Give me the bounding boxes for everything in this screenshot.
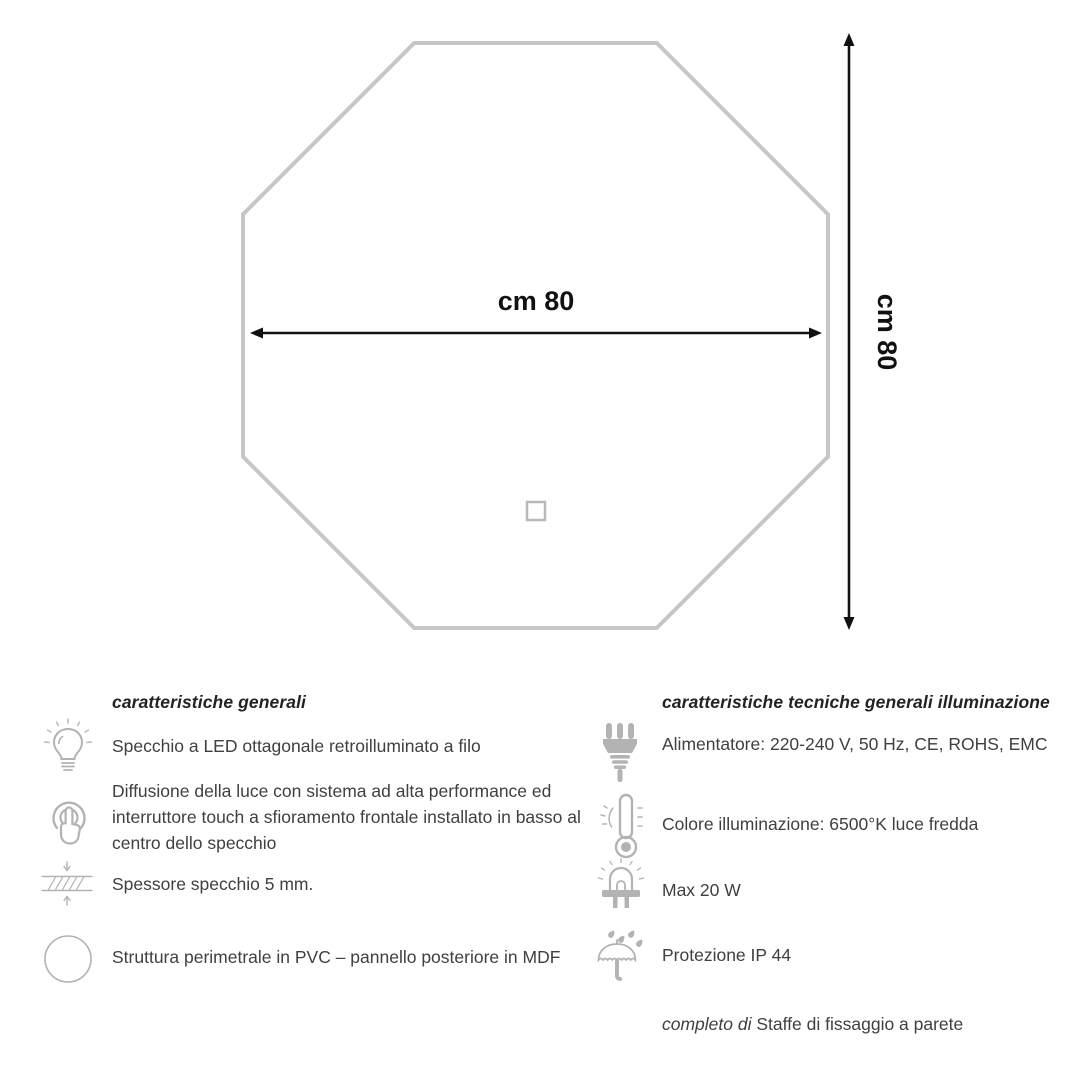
spec-item-text: Specchio a LED ottagonale retroilluminato a filo: [112, 736, 481, 756]
touch-icon: [46, 794, 92, 850]
spec-item-text: Struttura perimetrale in PVC – pannello posteriore in MDF: [112, 947, 561, 967]
octagon-mirror-outline: [243, 43, 828, 628]
mirror-thickness-icon: [38, 860, 96, 908]
spec-item-text: Diffusione della luce con sistema ad alta performance ed interruttore touch a sfioramento frontale installato in basso al centro dello specchio: [112, 781, 581, 853]
right-column-header: caratteristiche tecniche generali illuminazione: [662, 692, 1050, 712]
touch-switch-square: [527, 502, 545, 520]
led-bulb-icon: [42, 718, 94, 778]
thermometer-icon: [598, 792, 644, 860]
spec-item-text: Alimentatore: 220-240 V, 50 Hz, CE, ROHS, EMC: [662, 734, 1048, 754]
circle-icon: [43, 934, 93, 984]
mounting-note-prefix: completo di: [662, 1014, 752, 1034]
width-dimension-arrow: [250, 328, 822, 339]
width-dimension-label: cm 80: [497, 286, 575, 316]
mounting-note: [662, 1014, 1062, 1035]
power-plug-icon: [601, 722, 639, 782]
left-column-header: caratteristiche generali: [112, 692, 307, 712]
spec-item-text: Colore illuminazione: 6500°K luce fredda: [662, 814, 979, 834]
umbrella-rain-icon: [595, 928, 647, 986]
spec-item-text: Spessore specchio 5 mm.: [112, 874, 314, 894]
spec-item-text: Max 20 W: [662, 880, 741, 900]
spec-item-text: Protezione IP 44: [662, 945, 792, 965]
mounting-note-text: Staffe di fissaggio a parete: [751, 1014, 964, 1034]
height-dimension-label: cm 80: [872, 293, 902, 371]
led-diode-icon: [595, 858, 647, 914]
height-dimension-arrow: [844, 33, 855, 630]
